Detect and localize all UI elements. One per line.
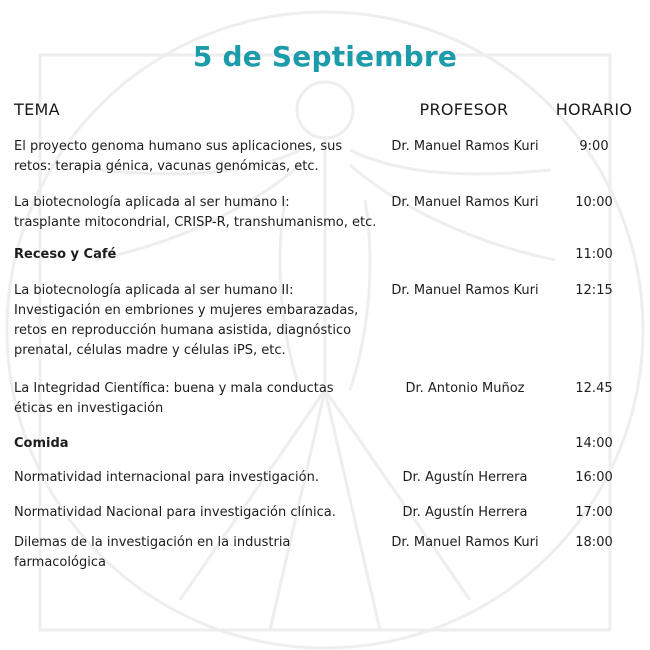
row-professor: Dr. Manuel Ramos Kuri: [391, 195, 539, 210]
row-topic: Receso y Café: [14, 247, 117, 262]
column-header-time: HORARIO: [555, 100, 633, 119]
row-professor: Dr. Manuel Ramos Kuri: [391, 535, 539, 550]
row-professor: Dr. Manuel Ramos Kuri: [391, 139, 539, 154]
page-title: 5 de Septiembre: [192, 40, 458, 73]
row-topic: El proyecto genoma humano sus aplicaciones, sus retos: terapia génica, vacunas genómicas, etc.: [14, 139, 343, 174]
column-header-professor: PROFESOR: [419, 100, 509, 119]
row-time: 14:00: [575, 436, 613, 451]
row-time: 12:15: [575, 283, 613, 298]
row-time: 18:00: [575, 535, 613, 550]
row-time: 9:00: [579, 139, 609, 154]
row-topic: Comida: [14, 436, 69, 451]
row-professor: Dr. Manuel Ramos Kuri: [391, 283, 539, 298]
column-header-topic: TEMA: [14, 100, 60, 119]
row-topic: La biotecnología aplicada al ser humano II: Investigación en embriones y mujeres embarazadas, retos en reproducción humana asistida, diagnóstico prenatal, células madre y células iPS, etc.: [14, 283, 359, 358]
row-topic: Normatividad internacional para investigación.: [14, 470, 319, 485]
row-professor: Dr. Agustín Herrera: [402, 470, 528, 485]
row-professor: Dr. Antonio Muñoz: [405, 381, 525, 396]
row-time: 11:00: [575, 247, 613, 262]
row-time: 17:00: [575, 505, 613, 520]
row-time: 12.45: [575, 381, 613, 396]
row-time: 10:00: [575, 195, 613, 210]
row-topic: Normatividad Nacional para investigación clínica.: [14, 505, 336, 520]
row-professor: Dr. Agustín Herrera: [402, 505, 528, 520]
row-time: 16:00: [575, 470, 613, 485]
row-topic: Dilemas de la investigación en la industria farmacológica: [14, 535, 291, 570]
row-topic: La biotecnología aplicada al ser humano I: trasplante mitocondrial, CRISP-R, transhumanismo, etc.: [14, 195, 377, 230]
row-topic: La Integridad Científica: buena y mala conductas éticas en investigación: [14, 381, 334, 416]
